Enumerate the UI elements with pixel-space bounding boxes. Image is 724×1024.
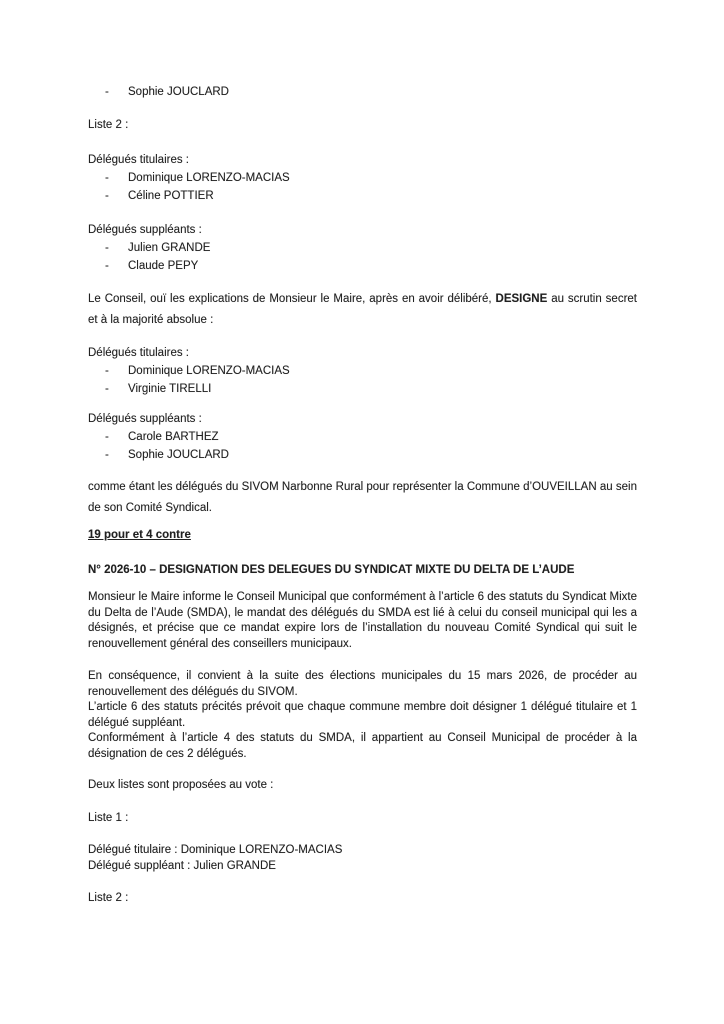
delegate-name: Céline POTTIER (128, 190, 214, 202)
bullet-marker: - (105, 431, 109, 443)
designe-keyword: DESIGNE (495, 293, 548, 305)
delegues-suppleants-label: Délégués suppléants : (88, 224, 202, 236)
deliberation-lead-text: Le Conseil, ouï les explications de Monsieur le Maire, après en avoir délibéré, (88, 293, 496, 305)
list-item-delegate (88, 446, 637, 464)
deliberation-paragraph (88, 289, 637, 331)
bullet-marker: - (105, 86, 109, 98)
bullet-marker: - (105, 449, 109, 461)
resolution-heading: N° 2026-10 – DESIGNATION DES DELEGUES DU SYNDICAT MIXTE DU DELTA DE L’AUDE (88, 564, 575, 576)
delegate-name: Dominique LORENZO-MACIAS (128, 365, 290, 377)
bullet-marker: - (105, 383, 109, 395)
deliberation-tail-text: au scrutin secret et à la majorité absolue : (88, 293, 637, 326)
bullet-marker: - (105, 242, 109, 254)
list-item-delegate (88, 380, 637, 398)
bullet-marker: - (105, 172, 109, 184)
list-item-delegate (88, 83, 637, 101)
delegate-name: Dominique LORENZO-MACIAS (128, 172, 290, 184)
liste1-suppleant-line: Délégué suppléant : Julien GRANDE (88, 859, 276, 872)
resolution-paragraph-2 (88, 669, 637, 762)
list-item-delegate (88, 239, 637, 257)
vote-result: 19 pour et 4 contre (88, 529, 191, 541)
delegues-titulaires-label: Délégués titulaires : (88, 154, 189, 166)
delegues-titulaires-label: Délégués titulaires : (88, 347, 189, 359)
delegues-suppleants-label: Délégués suppléants : (88, 413, 202, 425)
delegate-name: Julien GRANDE (128, 242, 211, 254)
list-item-delegate (88, 169, 637, 187)
delegate-name: Sophie JOUCLARD (128, 86, 229, 98)
delegate-name: Carole BARTHEZ (128, 431, 219, 443)
bullet-marker: - (105, 190, 109, 202)
resolution-paragraph-2a: En conséquence, il convient à la suite des élections municipales du 15 mars 2026, de procéder au renouvellement des délégués du SIVOM. (88, 670, 637, 698)
resolution-paragraph-2b: L’article 6 des statuts précités prévoit que chaque commune membre doit désigner 1 délégué titulaire et 1 délégué suppléant. (88, 701, 637, 729)
resolution-paragraph-2c: Conformément à l’article 4 des statuts du SMDA, il appartient au Conseil Municipal de procéder à la désignation de ces 2 délégués. (88, 732, 637, 760)
liste-1-delegates (88, 843, 637, 874)
liste-1-heading: Liste 1 : (88, 811, 129, 824)
vote-intro: Deux listes sont proposées au vote : (88, 779, 274, 791)
liste1-titulaire-line: Délégué titulaire : Dominique LORENZO-MACIAS (88, 844, 343, 856)
list-item-delegate (88, 428, 637, 446)
resolution-paragraph-1: Monsieur le Maire informe le Conseil Municipal que conformément à l’article 6 des statuts du Syndicat Mixte du Delta de l’Aude (SMDA), le mandat des délégués du SMDA est lié à celui du conseil municipal qui les a désignés, et précise que ce mandat expire lors de l’installation du nouveau Comité Syndical qui suit le renouvellement général des conseillers municipaux. (88, 591, 637, 650)
delegate-name: Sophie JOUCLARD (128, 449, 229, 461)
bullet-marker: - (105, 260, 109, 272)
list-item-delegate (88, 362, 637, 380)
list-item-delegate (88, 187, 637, 205)
delegate-name: Claude PEPY (128, 260, 199, 272)
closing-paragraph: comme étant les délégués du SIVOM Narbonne Rural pour représenter la Commune d’OUVEILLAN au sein de son Comité Syndical. (88, 481, 637, 514)
liste-2-heading: Liste 2 : (88, 119, 129, 131)
liste-2-heading-bottom: Liste 2 : (88, 892, 129, 904)
delegate-name: Virginie TIRELLI (128, 383, 212, 395)
bullet-marker: - (105, 365, 109, 377)
list-item-delegate (88, 257, 637, 275)
